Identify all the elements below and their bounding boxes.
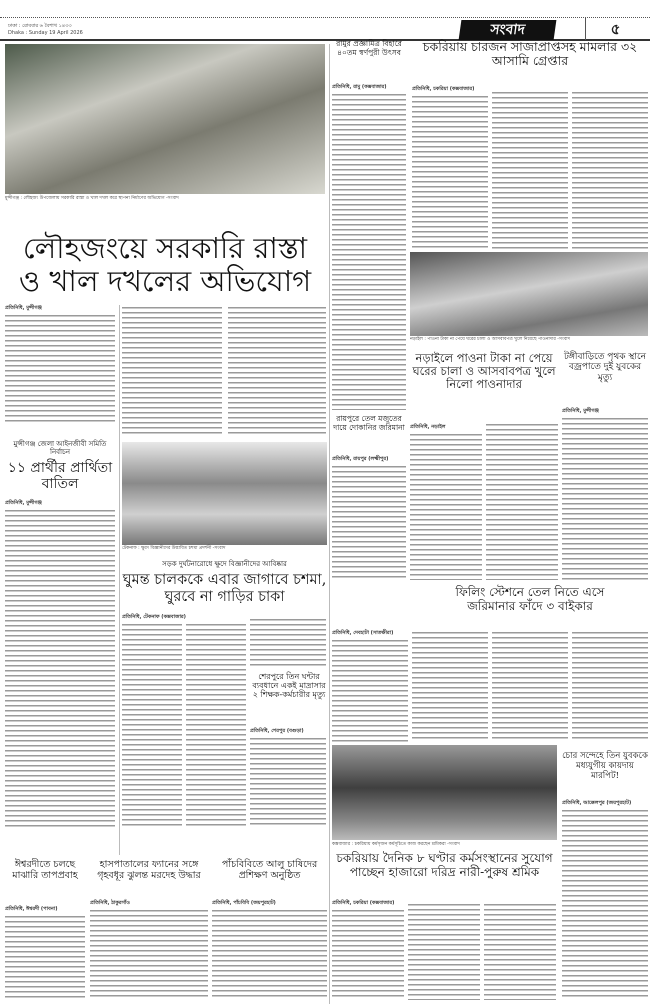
glasses-body-3 (250, 617, 326, 667)
glasses-body-2 (186, 622, 246, 827)
raipur-byline: প্রতিনিধি, রায়পুর (লক্ষ্মীপুর) (332, 456, 389, 462)
hospital-body (90, 908, 208, 1000)
narail-caption: নড়াইল : পাওনা টাকা না পেয়ে ঘরের চালা ও আসবাবপত্র খুলে নিয়েছে পাওনাদার -সংবাদ (410, 337, 570, 342)
lohajang-body-2 (122, 305, 222, 437)
lohajang-caption: মুন্সীগঞ্জ : লৌহজং উপজেলায় সরকারি রাস্তা ও খাল দখল করে স্থাপনা নির্মাণের অভিযোগ -সংবাদ (5, 196, 179, 201)
raipur-body (332, 464, 406, 579)
chakaria-jobs-photo (332, 745, 557, 840)
lohajang-headline: লৌহজংয়ে সরকারি রাস্তা ও খাল দখলের অভিযোগ (18, 231, 312, 299)
filling-body-3 (492, 630, 568, 740)
ishwardi-byline: প্রতিনিধি, ঈশ্বরদী (পাবনা) (5, 906, 58, 912)
hospital-headline: হাসপাতালের ফ্যানের সঙ্গে গৃহবধূর ঝুলন্ত মরদেহ উদ্ধার (97, 859, 201, 881)
date-english: Dhaka : Sunday 19 April 2026 (8, 30, 83, 36)
page-number: ৫ (585, 18, 645, 40)
thief-body (562, 808, 648, 998)
lawyers-kicker: মুন্সীগঞ্জ জেলা আইনজীবী সমিতি নির্বাচন (13, 440, 107, 457)
column-rule (329, 44, 330, 1004)
masthead (0, 17, 650, 41)
chakaria-arrest-headline: চকরিয়ায় চারজন সাজাপ্রাপ্তসহ মামলার ৩২ আসামি গ্রেপ্তার (422, 39, 638, 69)
filling-body (332, 638, 408, 743)
tongibari-byline: প্রতিনিধি, মুন্সীগঞ্জ (562, 408, 599, 414)
chakaria-arrest-byline: প্রতিনিধি, চকরিয়া (কক্সবাজার) (412, 86, 475, 92)
lohajang-byline: প্রতিনিধি, মুন্সীগঞ্জ (5, 305, 42, 311)
ramu-byline: প্রতিনিধি, রামু (কক্সবাজার) (332, 84, 387, 90)
glasses-byline: প্রতিনিধি, টেকনাফ (কক্সবাজার) (122, 614, 186, 620)
narail-headline: নড়াইলে পাওনা টাকা না পেয়ে ঘরের চালা ও আসবাবপত্র খুলে নিলো পাওনাদার (412, 351, 556, 392)
thief-byline: প্রতিনিধি, আক্কেলপুর (জয়পুরহাট) (562, 800, 632, 806)
sherpur-headline: শেরপুরে তিন ঘন্টার ব্যবধানে একই মাদ্রাসার ২ শিক্ষক-কর্মচারীর মৃত্যু (252, 672, 326, 700)
panchbibi-body (212, 908, 327, 1000)
chakaria-jobs-body-2 (408, 902, 480, 1000)
glasses-headline: ঘুমন্ত চালককে এবার জাগাবে চশমা, ঘুরবে না গাড়ির চাকা (122, 572, 327, 605)
tongibari-headline: টঙ্গীবাড়িতে পৃথক স্থানে বজ্রপাতে দুই যুবকের মৃত্যু (564, 352, 646, 383)
filling-byline: প্রতিনিধি, দেবহাটা (সাতক্ষীরা) (332, 630, 394, 636)
chakaria-arrest-body (412, 94, 488, 249)
narail-byline: প্রতিনিধি, নড়াইল (410, 424, 446, 430)
ishwardi-headline: ঈশ্বরদীতে চলছে মাঝারি তাপপ্রবাহ (12, 859, 78, 881)
chakaria-jobs-body (332, 908, 404, 1000)
narail-body-2 (486, 422, 558, 580)
ramu-body (332, 92, 406, 410)
sherpur-body (250, 736, 326, 828)
chakaria-jobs-headline: চকরিয়ায় দৈনিক ৮ ঘণ্টার কর্মসংস্থানের সুযোগ পাচ্ছেন হাজারো দরিদ্র নারী-পুরুষ শ্রমিক (336, 851, 553, 879)
chakaria-arrest-body-2 (492, 90, 568, 250)
lohajang-body-3 (228, 305, 326, 437)
chakaria-jobs-body-3 (484, 902, 556, 1000)
glasses-caption: টেকনাফ : ক্ষুদে বিজ্ঞানীদের উদ্ভাবিত চশমা প্রদর্শনী -সংবাদ (122, 546, 226, 551)
tongibari-body (562, 416, 648, 580)
lawyers-headline: ১১ প্রার্থীর প্রার্থিতা বাতিল (7, 460, 113, 493)
sherpur-byline: প্রতিনিধি, শেরপুর (বগুড়া) (250, 728, 304, 734)
ramu-headline: রামুর প্রজ্ঞামিত্র বিহারে ৪০তম স্বর্ণপুরী উৎসব (336, 39, 402, 57)
filling-body-4 (572, 630, 648, 740)
filling-headline: ফিলিং স্টেশনে তেল নিতে এসে জরিমানার ফাঁদে ৩ বাইকার (455, 585, 605, 613)
chakaria-jobs-byline: প্রতিনিধি, চকরিয়া (কক্সবাজার) (332, 900, 395, 906)
hospital-byline: প্রতিনিধি, ঠাকুরগাঁও (90, 900, 130, 906)
glasses-photo (122, 442, 327, 545)
column-rule (119, 305, 120, 855)
filling-body-2 (412, 630, 488, 740)
thief-headline: চোর সন্দেহে তিন যুবককে মধ্যযুগীয় কায়দায় মারপিট! (562, 751, 648, 781)
raipur-headline: রায়পুরে তেল মজুতের দায়ে দোকানির জরিমানা (333, 414, 405, 432)
glasses-body (122, 622, 182, 827)
newspaper-logo: সংবাদ (459, 20, 557, 40)
lohajang-body (5, 313, 115, 423)
lawyers-byline: প্রতিনিধি, মুন্সীগঞ্জ (5, 500, 42, 506)
chakaria-jobs-caption: কক্সবাজার : চকরিয়ায় কর্মসৃজন কর্মসূচিতে কাজ করছেন শ্রমিকরা -সংবাদ (332, 842, 460, 847)
panchbibi-headline: পাঁচবিবিতে আলু চাষিদের প্রশিক্ষণ অনুষ্ঠিত (221, 859, 318, 881)
glasses-kicker: সড়ক দুর্ঘটনারোধে ক্ষুদে বিজ্ঞানীদের আবিষ্কার (162, 560, 287, 568)
ishwardi-body (5, 914, 85, 1000)
narail-body (410, 432, 482, 580)
narail-photo (410, 252, 648, 336)
date-bengali: ঢাকা : রোববার ৬ বৈশাখ ১৪৩৩ (8, 23, 72, 29)
panchbibi-byline: প্রতিনিধি, পাঁচবিবি (জয়পুরহাট) (212, 900, 276, 906)
lohajang-photo (5, 44, 325, 194)
lawyers-body (5, 508, 115, 828)
chakaria-arrest-body-3 (572, 90, 648, 250)
